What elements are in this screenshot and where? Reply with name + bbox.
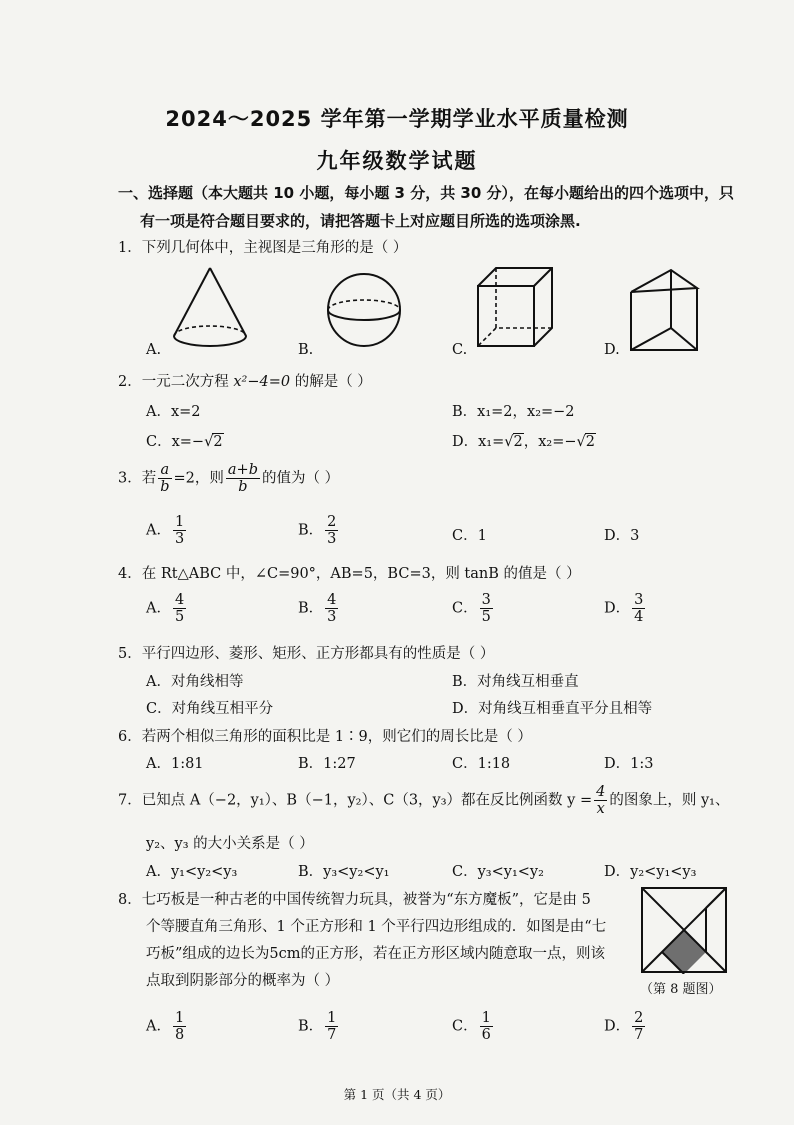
fraction: $\frac{a}{b}$ bbox=[160, 462, 170, 495]
q3-option-c: C．1 bbox=[452, 528, 487, 544]
q8-option-b: B． $\frac{1}{7}$ bbox=[298, 1010, 337, 1043]
sphere-icon bbox=[322, 268, 406, 352]
fraction: $\frac{a+b}{b}$ bbox=[227, 462, 258, 495]
triangular-prism-icon bbox=[625, 262, 705, 354]
exam-subtitle: 九年级数学试题 bbox=[316, 149, 478, 173]
cone-icon bbox=[165, 262, 255, 354]
question-5-stem: 5．平行四边形、菱形、矩形、正方形都具有的性质是（ ） bbox=[118, 646, 495, 662]
q4-option-b: B． $\frac{4}{3}$ bbox=[298, 592, 337, 625]
cube-icon bbox=[472, 262, 558, 352]
question-7-line2: y₂、y₃ 的大小关系是（ ） bbox=[146, 836, 314, 852]
figure-8-caption: （第 8 题图） bbox=[640, 982, 722, 997]
q8-option-a: A． $\frac{1}{8}$ bbox=[146, 1010, 185, 1043]
q6-option-a: A．1:81 bbox=[146, 756, 204, 772]
tangram-shaded-square bbox=[662, 930, 706, 974]
q3-option-d: D．3 bbox=[604, 528, 640, 544]
q2-option-d: D．x₁=√2，x₂=−√2 bbox=[452, 434, 596, 450]
question-8-line4: 点取到阴影部分的概率为（ ） bbox=[146, 973, 340, 989]
q1-option-b: B. bbox=[298, 342, 314, 358]
question-1-stem: 1．下列几何体中，主视图是三角形的是（ ） bbox=[118, 240, 408, 256]
tangram-figure bbox=[640, 886, 728, 974]
q5-option-d: D．对角线互相垂直平分且相等 bbox=[452, 701, 653, 717]
q7-option-b: B．y₃<y₂<y₁ bbox=[298, 864, 390, 880]
question-8-line2: 个等腰直角三角形、1 个正方形和 1 个平行四边形组成的．如图是由“七 bbox=[146, 919, 607, 935]
q4-option-a: A． $\frac{4}{5}$ bbox=[146, 592, 185, 625]
section-heading-line1: 一、选择题（本大题共 10 小题，每小题 3 分，共 30 分），在每小题给出的四个选项中，只 bbox=[118, 184, 735, 202]
question-4-stem: 4．在 Rt△ABC 中，∠C=90°，AB=5，BC=3，则 tanB 的值是（ ） bbox=[118, 566, 581, 582]
q1-option-c: C. bbox=[452, 342, 468, 358]
q1-option-d: D. bbox=[604, 342, 620, 358]
question-2-stem: 2．一元二次方程 x²−4=0 的解是（ ） bbox=[118, 374, 372, 390]
q4-option-c: C． $\frac{3}{5}$ bbox=[452, 592, 491, 625]
q5-option-b: B．对角线互相垂直 bbox=[452, 674, 579, 690]
q6-option-d: D．1:3 bbox=[604, 756, 654, 772]
q2-option-a: A．x=2 bbox=[146, 404, 201, 420]
question-3-stem: 3．若 $\frac{a}{b}$ =2，则 $\frac{a+b}{b}$ 的值为（ ） bbox=[118, 462, 340, 495]
question-8-line3: 巧板”组成的边长为5cm的正方形，若在正方形区域内随意取一点，则该 bbox=[146, 946, 606, 962]
section-heading-line2: 有一项是符合题目要求的，请把答题卡上对应题目所选的选项涂黑. bbox=[140, 212, 581, 230]
question-6-stem: 6．若两个相似三角形的面积比是 1∶9，则它们的周长比是（ ） bbox=[118, 729, 532, 745]
exam-title: 2024～2025 学年第一学期学业水平质量检测 bbox=[165, 107, 629, 131]
q6-option-c: C．1:18 bbox=[452, 756, 511, 772]
q1-option-a: A. bbox=[146, 342, 162, 358]
q4-option-d: D． $\frac{3}{4}$ bbox=[604, 592, 644, 625]
q5-option-a: A．对角线相等 bbox=[146, 674, 244, 690]
q2-option-b: B．x₁=2，x₂=−2 bbox=[452, 404, 575, 420]
q8-option-d: D． $\frac{2}{7}$ bbox=[604, 1010, 644, 1043]
q6-option-b: B．1:27 bbox=[298, 756, 356, 772]
question-8-line1: 8．七巧板是一种古老的中国传统智力玩具，被誉为“东方魔板”，它是由 5 bbox=[118, 892, 591, 908]
q2-option-c: C．x=−√2 bbox=[146, 434, 223, 450]
q8-option-c: C． $\frac{1}{6}$ bbox=[452, 1010, 491, 1043]
page-footer: 第 1 页（共 4 页） bbox=[343, 1087, 451, 1102]
question-7-line1: 7．已知点 A（−2，y₁）、B（−1，y₂）、C（3，y₃）都在反比例函数 y = $\frac{4}{x}$ 的图象上，则 y₁、 bbox=[118, 784, 730, 817]
q7-option-c: C．y₃<y₁<y₂ bbox=[452, 864, 544, 880]
q3-option-b: B． $\frac{2}{3}$ bbox=[298, 514, 337, 547]
q7-option-a: A．y₁<y₂<y₃ bbox=[146, 864, 238, 880]
q5-option-c: C．对角线互相平分 bbox=[146, 701, 274, 717]
q3-option-a: A． $\frac{1}{3}$ bbox=[146, 514, 185, 547]
q7-option-d: D．y₂<y₁<y₃ bbox=[604, 864, 697, 880]
